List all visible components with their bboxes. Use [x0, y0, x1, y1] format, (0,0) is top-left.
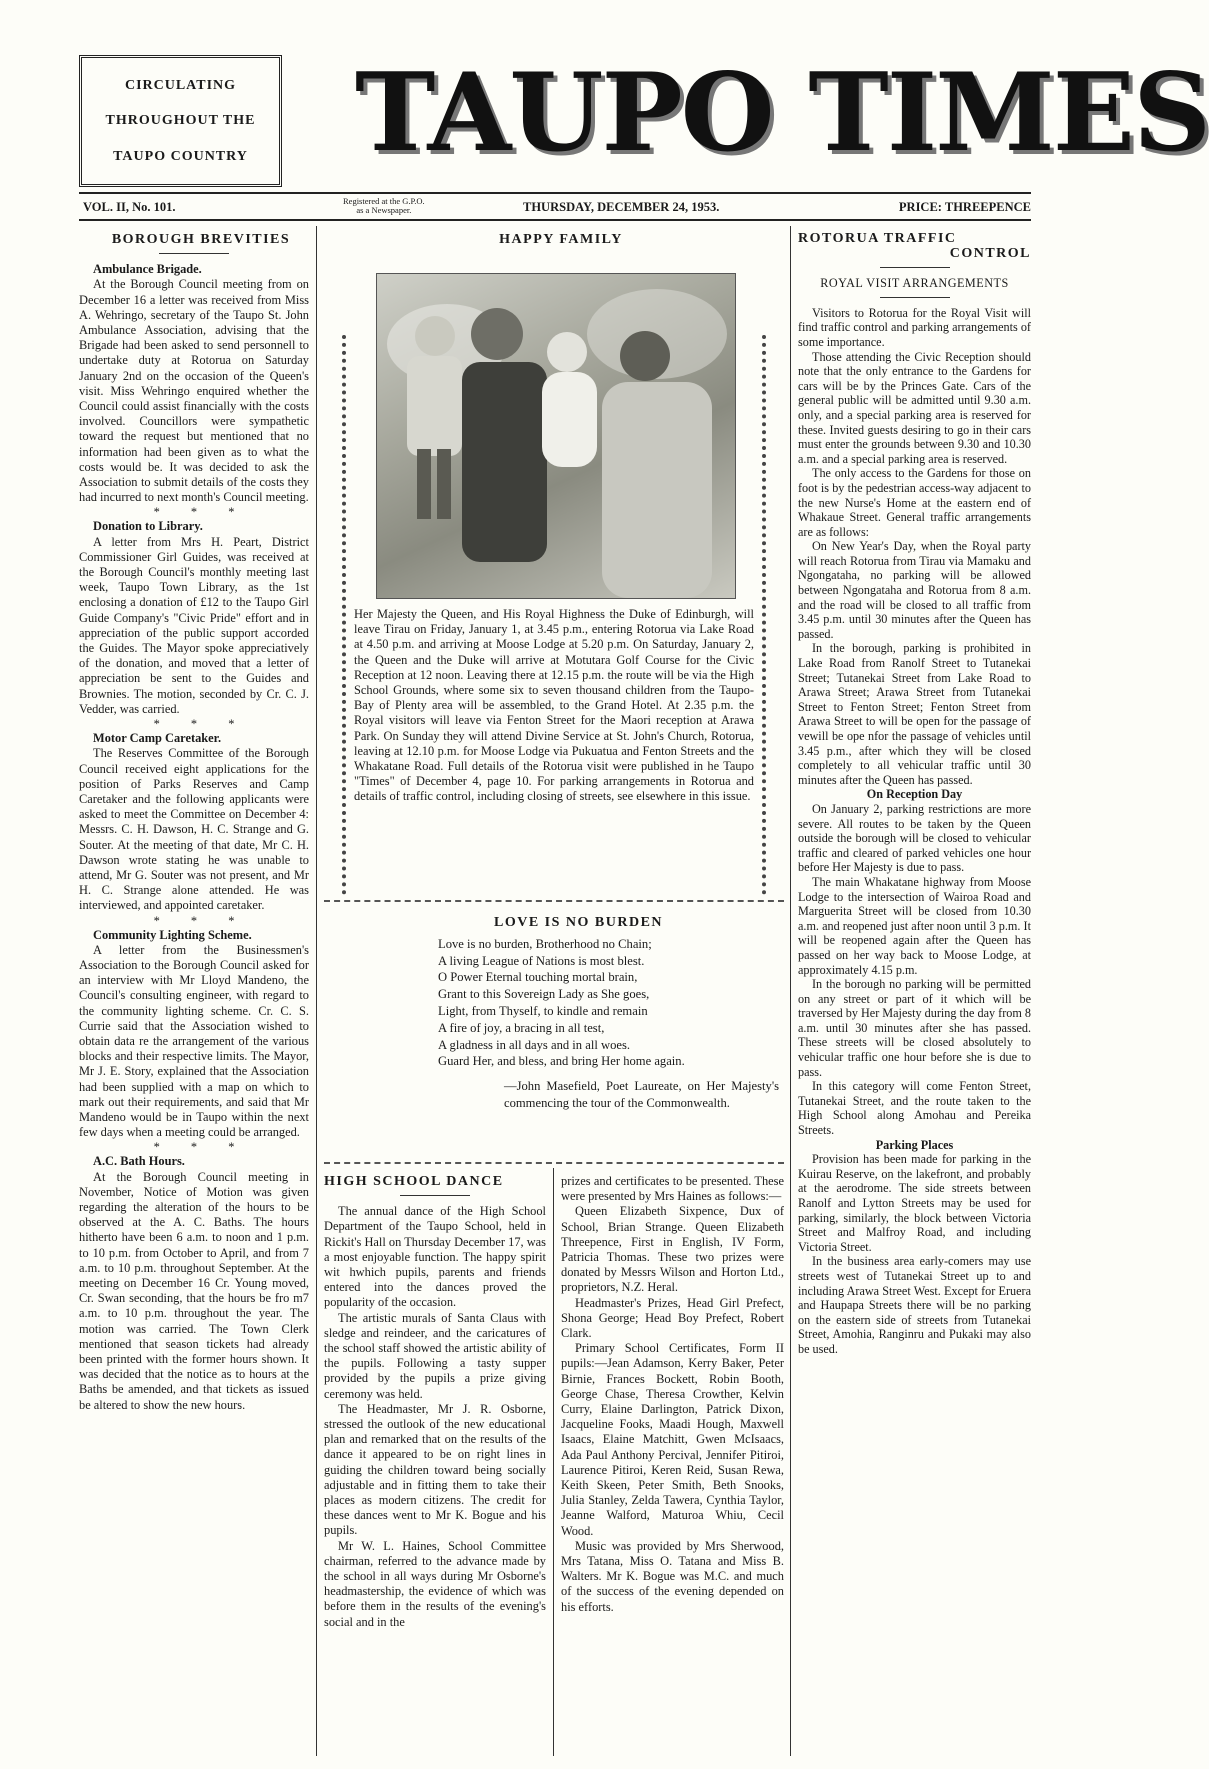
dance-paragraph: The Headmaster, Mr J. R. Osborne, stressed the outlook of the new educational plan and remarked that on the results of the dance it appeared to be on right lines in guiding the children toward being socially adjustable and in fitting them to take their places as modern citizens. The credit for these dances went to Mr K. Bogue and his pupils. [324, 1401, 546, 1538]
dance-column-1 [324, 1174, 546, 1630]
happy-family-heading: HAPPY FAMILY [499, 232, 623, 247]
ambulance-subhead: Ambulance Brigade. [93, 262, 202, 277]
traffic-paragraph: On January 2, parking restrictions are more severe. All routes to be taken by the Queen outside the borough will be closed to vehicular traffic and cleared of parked vehicles one hour before Her Majesty is due to pass. [798, 801, 1031, 875]
happy-family-text: Her Majesty the Queen, and His Royal Highness the Duke of Edinburgh, will leave Tirau on Friday, January 1, at 3.45 p.m., entering Rotorua via Lake Road at 4.50 p.m. and arriving at Moose Lodge at 5.20 p.m. On Saturday, January 2, the Queen and the Duke will arrive at Motutara Golf Course for the Civic Reception at 12 noon. Leaving there at 12.15 p.m. the route will be via the High School Grounds, where some six to seven thousand children from the Taupo-Bay of Plenty area will be assembled, to the Grand Hotel. At 2.35 p.m. the Royal visitors will leave via Fenton Street for the Maori reception at Arawa Park. On Sunday they will attend Divine Service at St. John's Church, Rotorua, leaving at 12.10 p.m. for Moose Lodge via Pukuatua and Fenton Streets and the Whakatane Road. Full details of the Rotorua visit were published in he Taupo "Times" of December 4, page 10. For parking arrangements in Rotorua and details of traffic control, including closing of streets, see elsewhere in this issue. [354, 607, 754, 804]
royal-family-photo-illustration [377, 274, 735, 598]
subheading-underline [880, 297, 950, 298]
registration-line-2: as a Newspaper. [356, 205, 412, 215]
ambulance-text: At the Borough Council meeting from on December 16 a letter was received from Miss A. Wehringo, secretary of the Taupo St. John Ambulance Association, advising that the Brigade had been asked to send personnell to undertake duty at Rotorua on Saturday January 2nd on the occasion of the Queen's visit. Miss Wehringo enquired whether the Council could assist financially with the costs involved. Councillors were sympathetic toward the request but mentioned that no information had been given as to what the costs would be. It was decided to ask the Association to submit details of the costs they had incurred to next month's Council meeting. [79, 277, 309, 505]
dance-paragraph: Queen Elizabeth Sixpence, Dux of School, Brian Strange. Queen Elizabeth Threepence, First in English, IV Form, Patricia Thomas. These two prizes were donated by Messrs Wilson and Horton Ltd., proprietors, N.Z. Heral. [561, 1204, 784, 1295]
traffic-heading-line-2: CONTROL [949, 245, 1031, 261]
library-subhead: Donation to Library. [93, 519, 203, 534]
issue-date: THURSDAY, DECEMBER 24, 1953. [523, 200, 720, 214]
section-stars: * * * [153, 717, 249, 732]
heading-underline [880, 267, 950, 268]
poem-line: Guard Her, and bless, and bring Her home again. [438, 1054, 685, 1069]
traffic-subheading: ROYAL VISIT ARRANGEMENTS [820, 276, 1009, 291]
dance-paragraph: The annual dance of the High School Department of the Taupo School, held in Rickit's Hall on Thursday December 17, was a most enjoyable function. The happy spirit wit hwhich pupils, parents and friends entered into the dances proved the popularity of the occasion. [324, 1204, 546, 1310]
poem-line: Love is no burden, Brotherhood no Chain; [438, 936, 652, 951]
caretaker-text: The Reserves Committee of the Borough Council received eight applications for the position of Parks Reserves and Camp Caretaker and the following applicants were asked to meet the Committee on December 4: Messrs. C. H. Dawson, H. C. Strange and G. Souter. At the meeting of that date, Mr C. H. Dawson wrote stating he was unable to attend, Mr G. Souter was not present, and Mr H. C. Strange alone attended. He was interviewed, and appointed caretaker. [79, 746, 309, 913]
traffic-paragraph: On New Year's Day, when the Royal party will reach Rotorua from Tirau via Mamaku and Ngongataha, no parking will be allowed between Ngongataha and Rotorua from 8 a.m. and the road will be closed to all traffic from 3.45 p.m. until 30 minutes after the Queen has passed. [798, 539, 1031, 641]
section-stars: * * * [153, 1140, 249, 1155]
traffic-paragraph: In the borough no parking will be permitted on any street or part of it which will be traversed by Her Majesty during the day from 8 a.m. until 30 minutes after she has passed. These streets will be closed absolutely to vehicular traffic one hour before she is due to pass. [798, 977, 1031, 1079]
circulation-line-1: CIRCULATING [124, 77, 237, 93]
dance-paragraph: prizes and certificates to be presented. These were presented by Mrs Haines as follows:— [561, 1174, 784, 1204]
traffic-column [798, 232, 1031, 1357]
traffic-paragraph: Those attending the Civic Reception should note that the only entrance to the Gardens for cars will be by the Princes Gate. Cars of the general public will be admitted until 9.30 a.m. only, and a special parking area is reserved for these. Invited guests desiring to go in their cars must enter the grounds between 9.30 and 10.30 a.m. and a special parking area is reserved. [798, 349, 1031, 466]
poem-line: A living League of Nations is most blest. [438, 953, 645, 968]
library-text: A letter from Mrs H. Peart, District Commissioner Girl Guides, was received at the Borough Council's monthly meeting last week, Taupo Town Library, as the 1st enclosing a donation of £12 to the Taupo Girl Guide Company's "Civic Pride" effort and in appreciation of the public support accorded the Guides. The Mayor spoke appreciatively of the donation, and moved that a letter of appreciation be sent to the Guides and Brownies. The motion, seconded by Cr. C. J. Vedder, was carried. [79, 534, 309, 716]
section-stars: * * * [153, 913, 249, 928]
column-divider-left [316, 226, 317, 1756]
traffic-paragraph: The main Whakatane highway from Moose Lodge to the intersection of Wairoa Road and Marguerita Street will be closed from 10.30 a.m. and reopened just after noon until 3 p.m. It will be reopened again after the Queen has passed on her way back to Moose Lodge, at approximately 4.15 p.m. [798, 874, 1031, 977]
poem-line: O Power Eternal touching mortal brain, [438, 970, 638, 985]
dance-column-divider [553, 1168, 554, 1756]
traffic-paragraph: The only access to the Gardens for those on foot is by the pedestrian access-way adjacent to the new Nurse's Home at the eastern end of Whakaue Street. General traffic arrangements are as follows: [798, 466, 1031, 539]
happy-family-heading-block [324, 232, 784, 247]
happy-family-article [354, 607, 754, 805]
dotted-border-left [342, 335, 346, 895]
dance-paragraph: The artistic murals of Santa Claus with sledge and reindeer, and the caricatures of the school staff showed the artistic ability of the pupils. Following a tasty supper provided by the pupils a prize giving ceremony was held. [324, 1310, 546, 1401]
traffic-heading-line-1: ROTORUA TRAFFIC [798, 231, 957, 246]
traffic-paragraph: In this category will come Fenton Street, Tutanekai Street, and the route taken to the High School along Amohau and Pereika Streets. [798, 1079, 1031, 1138]
traffic-paragraph: Provision has been made for parking in the Kuirau Reserve, on the lakefront, and probably at the aerodrome. The side streets between Ranolf and Lytton Streets may be used for parking, similarly, the block between Victoria Street and Malfroy Road, and including Victoria Street. [798, 1152, 1031, 1254]
poem-attribution: —John Masefield, Poet Laureate, on Her Majesty's commencing the tour of the Commonwealth. [504, 1079, 779, 1110]
dance-paragraph: Headmaster's Prizes, Head Girl Prefect, Shona George; Head Boy Prefect, Robert Clark. [561, 1295, 784, 1341]
traffic-paragraph: In the business area early-comers may use streets west of Tutanekai Street up to and including Arawa Street West. Except for Eruera and Haupapa Streets there will be no parking on the eastern side of streets from Tutanekai Street, Amohia, Ranginru and Pukaki may also be used. [798, 1254, 1031, 1356]
dance-heading: HIGH SCHOOL DANCE [324, 1174, 504, 1189]
dance-paragraph: Music was provided by Mrs Sherwood, Mrs Tatana, Miss O. Tatana and Miss B. Walters. Mr K. Bogue was M.C. and much of the success of the evening depended on his efforts. [561, 1538, 784, 1614]
parking-places-subhead: Parking Places [875, 1137, 954, 1152]
masthead-top-rule [79, 192, 1031, 194]
poem-line: A gladness in all days and in all woes. [438, 1037, 631, 1052]
dance-paragraph: Mr W. L. Haines, School Committee chairman, referred to the advance made by the school in all ways during Mr Osborne's headmastership, the evidence of which was before them in the results of the evening's social and in the [324, 1538, 546, 1629]
lighting-text: A letter from the Businessmen's Association to the Borough Council asked for an interview with Mr Lloyd Mandeno, the Council's consulting engineer, with regard to the community lighting scheme. Cr. C. S. Currie said that the Association wished to obtain data re the arrangement of the various blocks and their respective limits. The Mayor, Mr J. E. Story, explained that the Association had been supplied with a map on which to mark out their requirements, and said that Mr Mandeno would be in Taupo within the next few days when a meeting could be arranged. [79, 942, 309, 1140]
masthead-bottom-rule [79, 219, 1031, 221]
volume-number: VOL. II, No. 101. [83, 200, 176, 214]
reception-day-subhead: On Reception Day [866, 787, 963, 802]
poem-line: Light, from Thyself, to kindle and remain [438, 1003, 648, 1018]
dotted-border-right [762, 335, 766, 895]
issue-price: PRICE: THREEPENCE [898, 200, 1031, 214]
heading-underline [400, 1195, 470, 1196]
poem-line: A fire of joy, a bracing in all test, [438, 1020, 605, 1035]
borough-brevities-heading: BOROUGH BREVITIES [111, 232, 291, 247]
dance-column-2 [561, 1174, 784, 1615]
royal-family-photo [376, 273, 736, 599]
newspaper-title: TAUPO TIMES [355, 50, 1209, 176]
circulation-line-3: TAUPO COUNTRY [113, 148, 248, 164]
poem-block [424, 915, 779, 1112]
lighting-subhead: Community Lighting Scheme. [93, 927, 252, 942]
baths-text: At the Borough Council meeting in November, Notice of Motion was given regarding the alteration of the hours to be observed at the A. C. Baths. The hours hitherto have been 6 a.m. to noon and 1 p.m. to 10 p.m. from October to April, and from 7 a.m. to 10 p.m. throughout September. At the meeting on December 16 Cr. Young moved, Cr. Swan seconding, that the hours be fro m7 a.m. to 10 p.m. throughout the year. The motion was carried. The Town Clerk mentioned that season tickets had already been printed with the former hours shown. It was decided that the notice as to hours at the Baths be amended, and that tickets as issued be altered to show the new hours. [79, 1169, 309, 1412]
traffic-paragraph: Visitors to Rotorua for the Royal Visit will find traffic control and parking arrangements of some importance. [798, 305, 1031, 349]
circulation-line-2: THROUGHOUT THE [105, 113, 256, 128]
borough-brevities-column [79, 232, 309, 1413]
column-divider-right [790, 226, 791, 1756]
baths-subhead: A.C. Bath Hours. [93, 1154, 185, 1169]
circulation-box [79, 55, 282, 187]
poem-heading: LOVE IS NO BURDEN [493, 915, 664, 930]
section-stars: * * * [153, 505, 249, 520]
registration-note [343, 197, 425, 215]
caretaker-subhead: Motor Camp Caretaker. [93, 731, 222, 746]
traffic-paragraph: In the borough, parking is prohibited in Lake Road from Ranolf Street to Tutanekai Street; Tutanekai Street from Lake Road to Arawa Street; Arawa Street from Tutanekai Street to Fenton Street; Fenton Street from Arawa Street to will be open for the passage of vewill be ope nfor the passage of vehicles until 3.45 p.m., after which they will be closed completely to all vehicular traffic until 30 minutes after the Queen has passed. [798, 641, 1031, 787]
registration-line-1: Registered at the G.P.O. [343, 196, 425, 206]
heading-underline [159, 253, 229, 254]
poem-line: Grant to this Sovereign Lady as She goes, [438, 987, 650, 1002]
dance-paragraph: Primary School Certificates, Form II pupils:—Jean Adamson, Kerry Baker, Peter Birnie, Frances Bockett, Robin Booth, George Chase, Theresa Crowther, Kelvin Curry, Elaine Darlington, Patrick Dixon, Jacqueline Fooks, Maadi Hough, Maxwell Isaacs, Elaine Matchitt, Gwen McIsaacs, Ada Paul Anthony Percival, Jennifer Pitiroi, Laurence Pitiroi, Keren Reid, Susan Rewa, Keith Skeen, Peter Smith, Beth Snooks, Julia Stanley, Zelda Tawera, Cynthia Taylor, Jeanne Walford, Maturoa Whiu, Cecil Wood. [561, 1341, 784, 1538]
wavy-separator [324, 900, 784, 902]
masthead-info-bar [79, 197, 1031, 219]
wavy-separator [324, 1162, 784, 1164]
